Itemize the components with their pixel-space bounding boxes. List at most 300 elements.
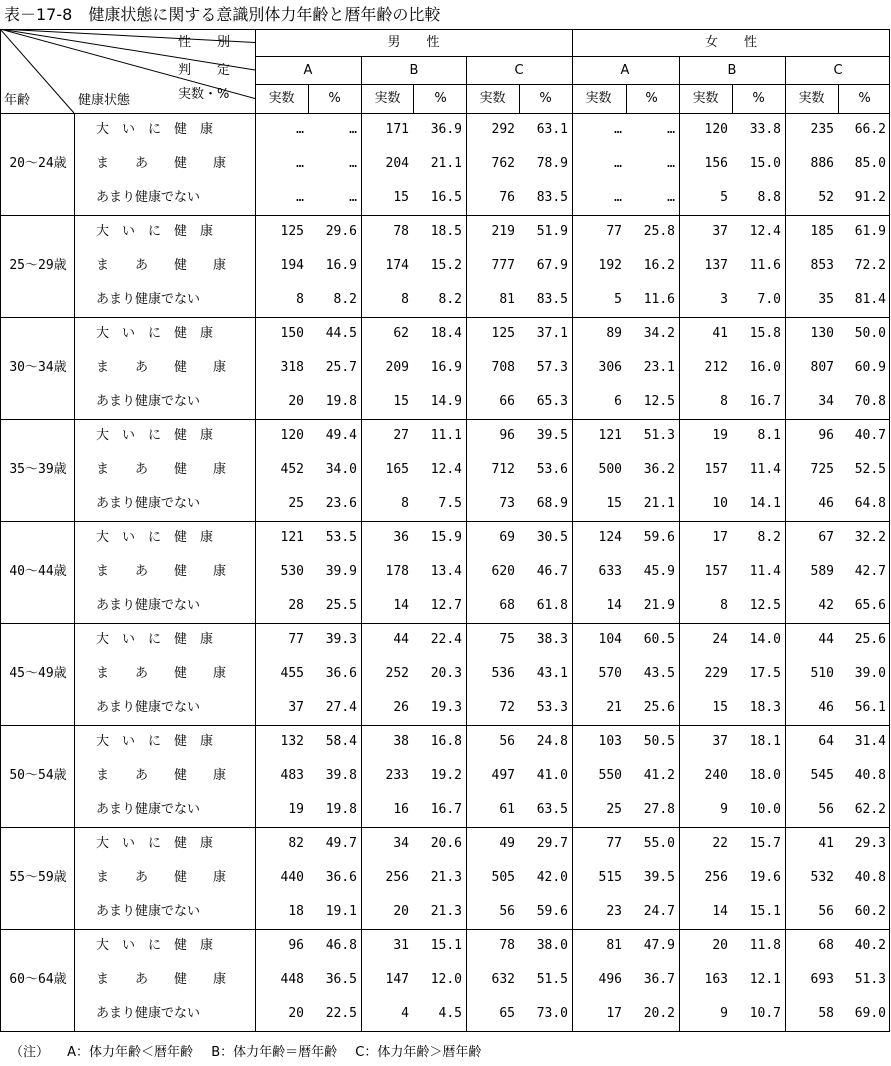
table-cell: 708: [491, 360, 515, 375]
table-cell: 632: [491, 972, 515, 987]
header-sub-jissu: 実数: [479, 91, 506, 106]
table-cell: 81.4: [854, 292, 886, 307]
table-cell: 18.3: [749, 700, 781, 715]
table-cell: 44.5: [325, 326, 357, 341]
table-cell: 318: [280, 360, 304, 375]
table-cell: …: [349, 156, 357, 171]
health-label: 大 い に 健 康: [96, 326, 214, 341]
table-cell: 41: [712, 326, 728, 341]
table-cell: 17: [712, 530, 728, 545]
health-label: あまり健康でない: [96, 394, 201, 409]
table-cell: 40.7: [854, 428, 886, 443]
header-sub-jissu: 実数: [585, 91, 612, 106]
table-cell: 712: [491, 462, 515, 477]
table-cell: 8: [720, 598, 728, 613]
table-cell: 78: [499, 938, 515, 953]
table-cell: 21.9: [643, 598, 675, 613]
table-cell: 56: [499, 734, 515, 749]
table-cell: 34: [818, 394, 834, 409]
table-cell: 25: [606, 802, 622, 817]
table-cell: 21: [606, 700, 622, 715]
table-cell: 11.4: [749, 564, 781, 579]
table-cell: 40.8: [854, 768, 886, 783]
health-label: 大 い に 健 康: [96, 938, 214, 953]
health-label: あまり健康でない: [96, 496, 201, 511]
table-cell: 66.2: [854, 122, 886, 137]
health-label: ま あ 健 康: [96, 870, 227, 885]
table-cell: 49.7: [325, 836, 357, 851]
table-cell: 19.3: [430, 700, 462, 715]
table-cell: 174: [385, 258, 409, 273]
table-cell: 36.6: [325, 870, 357, 885]
table-cell: 20: [288, 1006, 304, 1021]
health-label: ま あ 健 康: [96, 462, 227, 477]
table-cell: 15.7: [749, 836, 781, 851]
table-cell: 483: [280, 768, 304, 783]
table-cell: 43.1: [536, 666, 568, 681]
table-cell: 633: [598, 564, 622, 579]
health-label: ま あ 健 康: [96, 258, 227, 273]
health-label: あまり健康でない: [96, 1006, 201, 1021]
table-cell: 23.1: [643, 360, 675, 375]
table-cell: 132: [280, 734, 304, 749]
table-cell: 61.9: [854, 224, 886, 239]
health-label: あまり健康でない: [96, 700, 201, 715]
table-cell: 11.6: [749, 258, 781, 273]
table-cell: 22.5: [325, 1006, 357, 1021]
health-label: あまり健康でない: [96, 292, 201, 307]
table-cell: 89: [606, 326, 622, 341]
table-cell: 120: [704, 122, 728, 137]
table-cell: 42.0: [536, 870, 568, 885]
table-cell: 21.3: [430, 904, 462, 919]
table-cell: 66: [499, 394, 515, 409]
table-cell: 496: [598, 972, 622, 987]
table-cell: 16.8: [430, 734, 462, 749]
table-cell: 40.2: [854, 938, 886, 953]
table-cell: 38.3: [536, 632, 568, 647]
table-cell: 39.5: [536, 428, 568, 443]
table-cell: 51.3: [854, 972, 886, 987]
table-cell: …: [296, 156, 304, 171]
table-cell: 27.8: [643, 802, 675, 817]
table-cell: 43.5: [643, 666, 675, 681]
table-cell: 52: [818, 190, 834, 205]
table-cell: 532: [810, 870, 834, 885]
table-cell: 56: [499, 904, 515, 919]
table-cell: 55.0: [643, 836, 675, 851]
table-cell: 16.9: [325, 258, 357, 273]
table-cell: 78.9: [536, 156, 568, 171]
table-cell: 21.3: [430, 870, 462, 885]
table-cell: 82: [288, 836, 304, 851]
table-cell: 59.6: [536, 904, 568, 919]
table-cell: 14.9: [430, 394, 462, 409]
age-group-label: 25～29歳: [9, 258, 67, 273]
table-cell: 78: [393, 224, 409, 239]
table-cell: 42: [818, 598, 834, 613]
table-cell: 65.6: [854, 598, 886, 613]
header-sub-pct: %: [434, 91, 447, 106]
table-cell: 44: [818, 632, 834, 647]
table-cell: 41.0: [536, 768, 568, 783]
note-a: A：体力年齢＜暦年齢: [67, 1045, 194, 1060]
table-cell: 40.8: [854, 870, 886, 885]
table-cell: 58.4: [325, 734, 357, 749]
table-cell: 8.2: [757, 530, 781, 545]
health-label: ま あ 健 康: [96, 360, 227, 375]
table-cell: 12.1: [749, 972, 781, 987]
table-cell: 209: [385, 360, 409, 375]
table-cell: 7.0: [757, 292, 781, 307]
table-cell: 64.8: [854, 496, 886, 511]
table-cell: 15: [393, 394, 409, 409]
table-cell: 163: [704, 972, 728, 987]
table-cell: 70.8: [854, 394, 886, 409]
table-cell: 455: [280, 666, 304, 681]
table-cell: 34: [393, 836, 409, 851]
table-cell: …: [614, 122, 622, 137]
table-cell: 69.0: [854, 1006, 886, 1021]
table-cell: 14: [712, 904, 728, 919]
table-cell: 8.2: [438, 292, 462, 307]
table-cell: 252: [385, 666, 409, 681]
table-cell: 39.0: [854, 666, 886, 681]
table-cell: 11.8: [749, 938, 781, 953]
table-cell: 24.8: [536, 734, 568, 749]
table-cell: 46: [818, 700, 834, 715]
table-cell: 11.6: [643, 292, 675, 307]
table-cell: 20: [288, 394, 304, 409]
table-cell: 10: [712, 496, 728, 511]
table-cell: 121: [280, 530, 304, 545]
table-cell: 620: [491, 564, 515, 579]
table-cell: 46.7: [536, 564, 568, 579]
table-cell: 19.1: [325, 904, 357, 919]
table-cell: 20.3: [430, 666, 462, 681]
table-cell: 45.9: [643, 564, 675, 579]
table-cell: 23: [606, 904, 622, 919]
health-label: 大 い に 健 康: [96, 224, 214, 239]
table-cell: 39.9: [325, 564, 357, 579]
header-sub-jissu: 実数: [692, 91, 719, 106]
table-cell: 15: [606, 496, 622, 511]
table-cell: 38.0: [536, 938, 568, 953]
table-cell: 16.5: [430, 190, 462, 205]
table-cell: 212: [704, 360, 728, 375]
table-cell: 19: [288, 802, 304, 817]
table-cell: 120: [280, 428, 304, 443]
health-label: 大 い に 健 康: [96, 836, 214, 851]
table-cell: 693: [810, 972, 834, 987]
table-cell: 64: [818, 734, 834, 749]
table-cell: …: [296, 122, 304, 137]
header-nenrei: 年齢: [4, 93, 31, 108]
table-cell: 8.8: [757, 190, 781, 205]
header-male: 男 性: [387, 35, 440, 50]
table-cell: 12.5: [643, 394, 675, 409]
table-cell: 14: [606, 598, 622, 613]
table-cell: 15: [393, 190, 409, 205]
header-sub-pct: %: [328, 91, 341, 106]
table-cell: 76: [499, 190, 515, 205]
table-cell: 807: [810, 360, 834, 375]
table-cell: 125: [491, 326, 515, 341]
age-group-label: 20～24歳: [9, 156, 67, 171]
table-title: 表－17-8 健康状態に関する意識別体力年齢と暦年齢の比較: [4, 5, 441, 24]
table-cell: 41.2: [643, 768, 675, 783]
table-cell: 8: [296, 292, 304, 307]
table-cell: 68.9: [536, 496, 568, 511]
table-cell: 62: [393, 326, 409, 341]
table-cell: 8.1: [757, 428, 781, 443]
age-group-label: 60～64歳: [9, 972, 67, 987]
table-cell: 57.3: [536, 360, 568, 375]
age-group-label: 40～44歳: [9, 564, 67, 579]
table-cell: 7.5: [438, 496, 462, 511]
table-cell: 137: [704, 258, 728, 273]
table-cell: 256: [704, 870, 728, 885]
table-cell: 16.7: [749, 394, 781, 409]
health-label: ま あ 健 康: [96, 564, 227, 579]
table-cell: 125: [280, 224, 304, 239]
table-cell: 18.4: [430, 326, 462, 341]
table-cell: 18.5: [430, 224, 462, 239]
header-group-3: A: [620, 63, 630, 78]
table-cell: 12.7: [430, 598, 462, 613]
table-cell: 17.5: [749, 666, 781, 681]
table-cell: 19.8: [325, 394, 357, 409]
table-cell: …: [614, 190, 622, 205]
table-cell: 59.6: [643, 530, 675, 545]
table-cell: 8.2: [333, 292, 357, 307]
table-cell: 886: [810, 156, 834, 171]
table-cell: 20.6: [430, 836, 462, 851]
table-cell: …: [349, 122, 357, 137]
table-cell: 13.4: [430, 564, 462, 579]
table-cell: 63.1: [536, 122, 568, 137]
table-cell: 12.4: [430, 462, 462, 477]
table-cell: 11.1: [430, 428, 462, 443]
table-cell: 18.1: [749, 734, 781, 749]
table-cell: 25.6: [643, 700, 675, 715]
table-cell: 194: [280, 258, 304, 273]
table-cell: 219: [491, 224, 515, 239]
table-cell: 192: [598, 258, 622, 273]
table-cell: 68: [499, 598, 515, 613]
table-cell: 73: [499, 496, 515, 511]
table-cell: 762: [491, 156, 515, 171]
table-cell: 505: [491, 870, 515, 885]
table-cell: 15.0: [749, 156, 781, 171]
table-cell: 150: [280, 326, 304, 341]
table-cell: 15: [712, 700, 728, 715]
table-cell: 75: [499, 632, 515, 647]
header-female: 女 性: [704, 35, 757, 50]
table-cell: 235: [810, 122, 834, 137]
table-cell: 35: [818, 292, 834, 307]
table-cell: 72: [499, 700, 515, 715]
table-cell: 777: [491, 258, 515, 273]
note-c: C：体力年齢＞暦年齢: [355, 1045, 482, 1060]
table-cell: 545: [810, 768, 834, 783]
table-cell: 56: [818, 802, 834, 817]
table-cell: 20: [393, 904, 409, 919]
table-cell: 8: [401, 292, 409, 307]
table-cell: 24.7: [643, 904, 675, 919]
table-cell: 16: [393, 802, 409, 817]
table-cell: 500: [598, 462, 622, 477]
table-cell: 60.5: [643, 632, 675, 647]
table-cell: 46.8: [325, 938, 357, 953]
age-group-label: 35～39歳: [9, 462, 67, 477]
table-cell: 104: [598, 632, 622, 647]
table-cell: 67: [818, 530, 834, 545]
table-cell: 65.3: [536, 394, 568, 409]
table-cell: 725: [810, 462, 834, 477]
table-cell: 63.5: [536, 802, 568, 817]
header-group-5: C: [833, 63, 843, 78]
table-cell: 14: [393, 598, 409, 613]
table-cell: 61.8: [536, 598, 568, 613]
table-cell: 185: [810, 224, 834, 239]
table-cell: 18: [288, 904, 304, 919]
header-group-0: A: [303, 63, 313, 78]
table-cell: 53.5: [325, 530, 357, 545]
table-cell: 5: [614, 292, 622, 307]
table-cell: 52.5: [854, 462, 886, 477]
header-kenko-jotai: 健康状態: [78, 93, 131, 108]
table-cell: 67.9: [536, 258, 568, 273]
table-cell: 36.5: [325, 972, 357, 987]
health-label: ま あ 健 康: [96, 666, 227, 681]
table-cell: 34.2: [643, 326, 675, 341]
table-cell: 853: [810, 258, 834, 273]
table-cell: 61: [499, 802, 515, 817]
table-cell: 39.5: [643, 870, 675, 885]
table-cell: 20: [712, 938, 728, 953]
table-cell: 83.5: [536, 190, 568, 205]
table-cell: 36.2: [643, 462, 675, 477]
table-cell: 27: [393, 428, 409, 443]
table-cell: 44: [393, 632, 409, 647]
health-label: あまり健康でない: [96, 190, 201, 205]
table-cell: 20.2: [643, 1006, 675, 1021]
table-cell: 17: [606, 1006, 622, 1021]
header-sub-jissu: 実数: [374, 91, 401, 106]
table-cell: 8: [720, 394, 728, 409]
header-sub-pct: %: [539, 91, 552, 106]
table-cell: 77: [288, 632, 304, 647]
table-cell: …: [349, 190, 357, 205]
table-cell: …: [667, 122, 675, 137]
age-group-label: 50～54歳: [9, 768, 67, 783]
table-cell: 39.8: [325, 768, 357, 783]
table-cell: 16.0: [749, 360, 781, 375]
health-label: ま あ 健 康: [96, 156, 227, 171]
header-sub-pct: %: [858, 91, 871, 106]
table-cell: 60.2: [854, 904, 886, 919]
table-cell: …: [667, 156, 675, 171]
table-cell: 39.3: [325, 632, 357, 647]
age-group-label: 30～34歳: [9, 360, 67, 375]
table-cell: 510: [810, 666, 834, 681]
table-cell: 12.5: [749, 598, 781, 613]
table-cell: 36.7: [643, 972, 675, 987]
table-cell: 156: [704, 156, 728, 171]
header-group-2: C: [514, 63, 524, 78]
table-cell: 121: [598, 428, 622, 443]
table-cell: 25.7: [325, 360, 357, 375]
table-cell: 23.6: [325, 496, 357, 511]
table-cell: 4: [401, 1006, 409, 1021]
age-group-label: 45～49歳: [9, 666, 67, 681]
table-cell: 25.8: [643, 224, 675, 239]
table-cell: 50.0: [854, 326, 886, 341]
table-cell: 29.7: [536, 836, 568, 851]
table-cell: 8: [401, 496, 409, 511]
table-cell: 229: [704, 666, 728, 681]
table-cell: 19.8: [325, 802, 357, 817]
table-cell: 30.5: [536, 530, 568, 545]
table-cell: 292: [491, 122, 515, 137]
table-cell: 85.0: [854, 156, 886, 171]
table-cell: 37: [712, 734, 728, 749]
table-cell: 16.2: [643, 258, 675, 273]
table-cell: 69: [499, 530, 515, 545]
note-label: （注）: [10, 1045, 50, 1060]
table-cell: 51.9: [536, 224, 568, 239]
table-cell: 58: [818, 1006, 834, 1021]
health-label: 大 い に 健 康: [96, 734, 214, 749]
table-cell: 29.3: [854, 836, 886, 851]
table-cell: 60.9: [854, 360, 886, 375]
table-cell: 53.3: [536, 700, 568, 715]
health-label: ま あ 健 康: [96, 768, 227, 783]
table-cell: 31.4: [854, 734, 886, 749]
table-cell: 37.1: [536, 326, 568, 341]
table-cell: 570: [598, 666, 622, 681]
table-cell: 51.5: [536, 972, 568, 987]
table-cell: 3: [720, 292, 728, 307]
table-cell: 83.5: [536, 292, 568, 307]
table-cell: 130: [810, 326, 834, 341]
table-cell: 16.7: [430, 802, 462, 817]
table-cell: 589: [810, 564, 834, 579]
table-cell: 29.6: [325, 224, 357, 239]
table-cell: 15.1: [749, 904, 781, 919]
data-table: [0, 29, 890, 1032]
table-cell: 77: [606, 224, 622, 239]
table-cell: 233: [385, 768, 409, 783]
header-sub-pct: %: [752, 91, 765, 106]
table-cell: 16.9: [430, 360, 462, 375]
table-cell: 256: [385, 870, 409, 885]
header-sub-jissu: 実数: [798, 91, 825, 106]
table-cell: 25.6: [854, 632, 886, 647]
header-hantei: 判 定: [178, 63, 231, 78]
table-cell: 28: [288, 598, 304, 613]
table-cell: 19.2: [430, 768, 462, 783]
table-cell: 49: [499, 836, 515, 851]
header-seibetsu: 性 別: [178, 35, 231, 50]
table-cell: 12.4: [749, 224, 781, 239]
table-cell: 157: [704, 462, 728, 477]
table-cell: 68: [818, 938, 834, 953]
table-cell: 515: [598, 870, 622, 885]
table-cell: 124: [598, 530, 622, 545]
table-cell: 41: [818, 836, 834, 851]
